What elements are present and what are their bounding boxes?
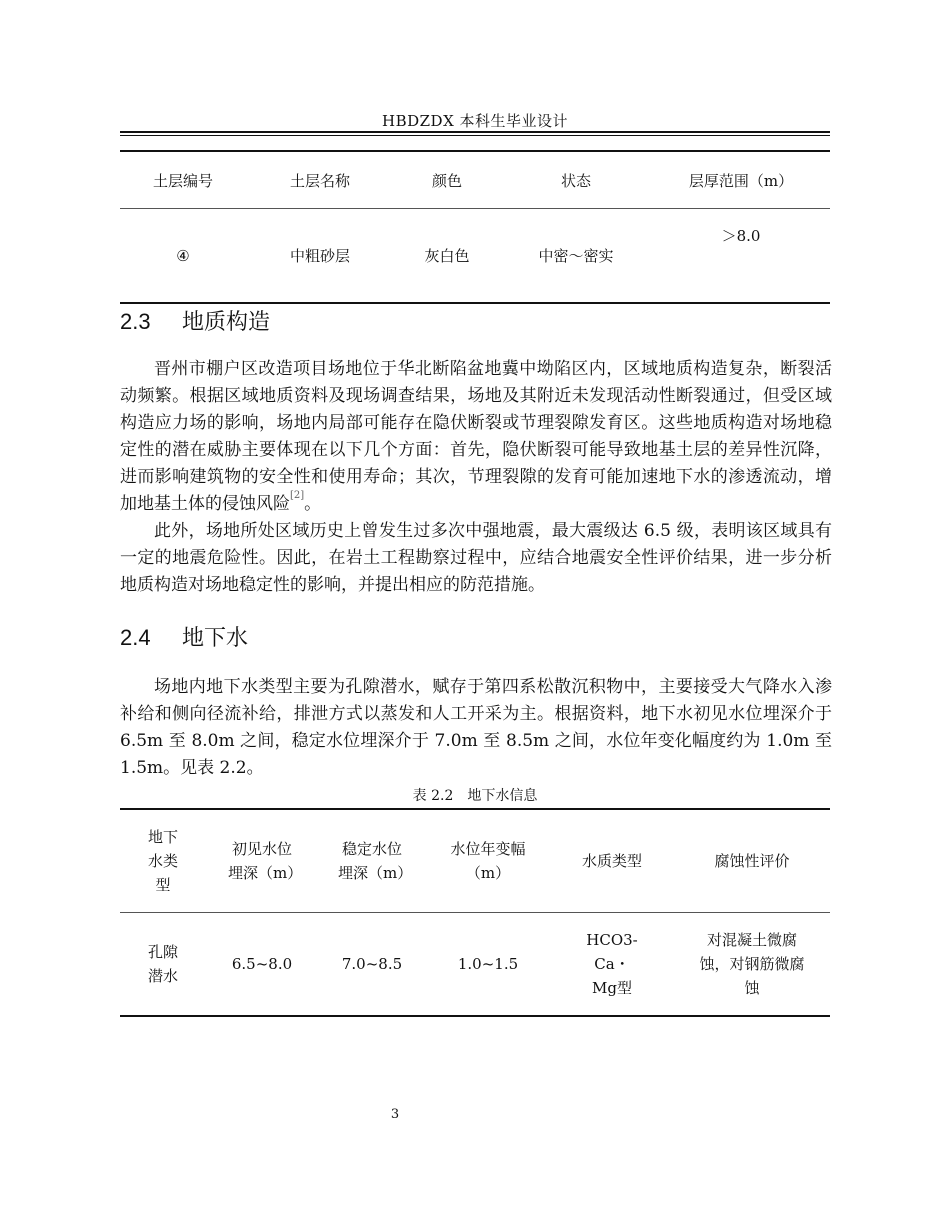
cell-layer-id: ④ [120,209,246,304]
paragraph-geology-2: 此外，场地所处区域历史上曾发生过多次中强地震，最大震级达 6.5 级，表明该区域具有一定的地震危险性。因此，在岩土工程勘察过程中，应结合地震安全性评价结果，进一步分析地质构造对场地稳定性的影响，并提出相应的防范措施。 [120,521,832,595]
header-cell: 土层名称 [246,151,394,209]
paragraph-groundwater: 场地内地下水类型主要为孔隙潜水，赋存于第四系松散沉积物中，主要接受大气降水入渗补给和侧向径流补给，排泄方式以蒸发和人工开采为主。根据资料，地下水初见水位埋深介于 6.5m 至 8.0m 之间，稳定水位埋深介于 7.0m 至 8.5m 之间，水位年变化幅度约为 1.0m 至 1.5m。见表 2.2。 [120,677,832,778]
table-header-row [120,809,830,913]
paragraph-geology-1 [120,356,832,518]
running-header: HBDZDX 本科生毕业设计 [381,112,569,130]
page-number: 3 [390,1107,400,1122]
header-cell: 地下水类型 [147,828,178,894]
table-row [120,913,830,1017]
header-cell: 土层编号 [120,151,246,209]
section-heading-2-4 [120,621,248,652]
header-cell: 水位年变幅（m） [450,840,526,882]
cell-annual-variation: 1.0~1.5 [426,913,550,1017]
soil-layer-table [120,150,830,304]
section-number: 2.3 [120,309,151,334]
citation[interactable]: [2] [290,490,305,501]
header-cell: 腐蚀性评价 [714,852,790,870]
cell-thickness: ＞8.0 [652,209,830,304]
section-heading-2-3 [120,305,270,336]
table-header-row [120,151,830,209]
section-title: 地质构造 [182,310,271,335]
table-row [120,209,830,304]
header-cell: 颜色 [394,151,500,209]
paragraph-text: 晋州市棚户区改造项目场地位于华北断陷盆地冀中坳陷区内，区域地质构造复杂，断裂活动频繁。根据区域地质资料及现场调查结果，场地及其附近未发现活动性断裂通过，但受区域构造应力场的影响，场地内局部可能存在隐伏断裂或节理裂隙发育区。这些地质构造对场地稳定性的潜在威胁主要体现在以下几个方面：首先，隐伏断裂可能导致地基土层的差异性沉降，进而影响建筑物的安全性和使用寿命；其次，节理裂隙的发育可能加速地下水的渗透流动，增加地基土体的侵蚀风险 [120,359,832,514]
header-cell: 层厚范围（m） [652,151,830,209]
paragraph-end: 。 [304,494,322,514]
cell-color: 灰白色 [394,209,500,304]
header-cell: 状态 [500,151,652,209]
cell-initial-depth: 6.5~8.0 [206,913,318,1017]
table-caption: 表 2.2 地下水信息 [412,788,538,804]
header-cell: 初见水位埋深（m） [228,840,303,882]
cell-layer-name: 中粗砂层 [246,209,394,304]
groundwater-table [120,808,830,1017]
header-cell: 水质类型 [581,852,642,870]
section-number: 2.4 [120,625,151,650]
cell-water-quality: HCO3-Ca・Mg型 [586,931,638,997]
cell-state: 中密～密实 [500,209,652,304]
cell-stable-depth: 7.0~8.5 [318,913,426,1017]
cell-corrosion: 对混凝土微腐蚀，对钢筋微腐蚀 [699,931,805,997]
header-rule-thin [120,135,830,136]
header-cell: 稳定水位埋深（m） [338,840,413,882]
cell-water-type: 孔隙潜水 [147,943,178,985]
header-rule-thick [120,131,830,133]
section-title: 地下水 [182,626,249,651]
